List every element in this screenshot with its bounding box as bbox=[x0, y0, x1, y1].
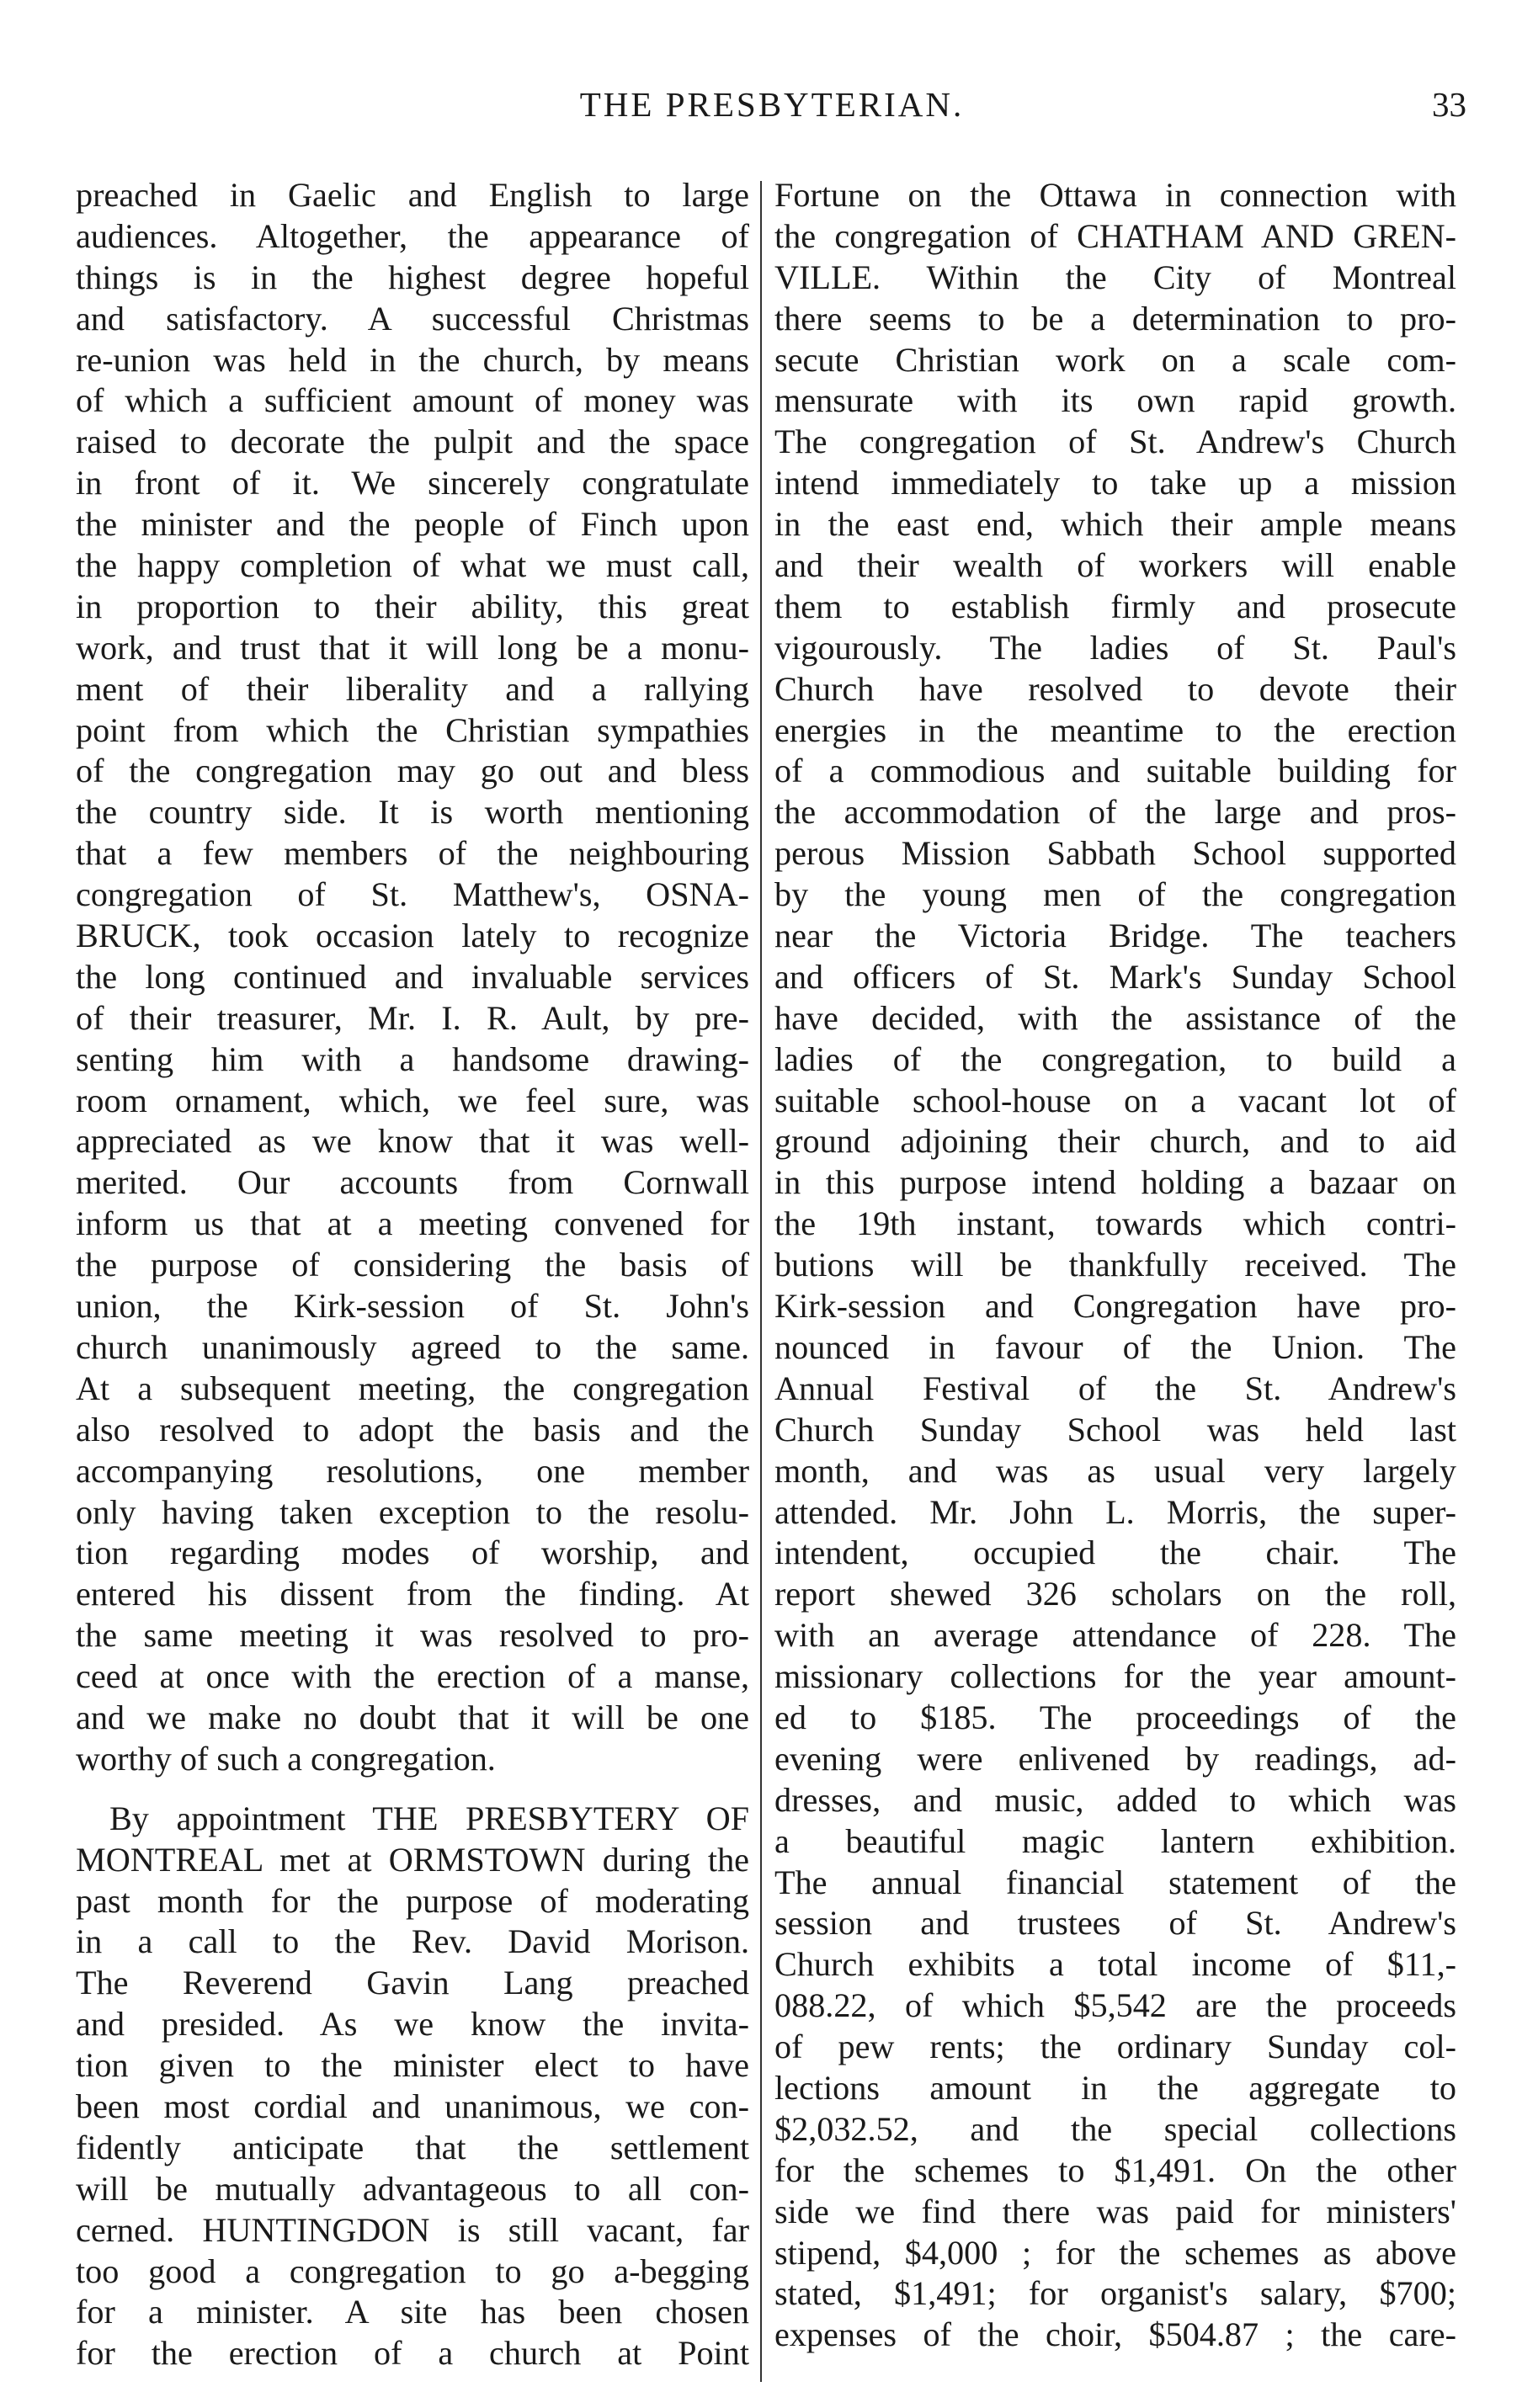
text-line: Fortune on the Ottawa in connection with bbox=[774, 176, 1456, 214]
text-line: lections amount in the aggregate to bbox=[774, 2068, 1456, 2107]
text-line: intend immediately to take up a mission bbox=[774, 464, 1456, 502]
text-line: side we find there was paid for ministers' bbox=[774, 2192, 1456, 2230]
text-line: By appointment THE PRESBYTERY OF bbox=[109, 1799, 749, 1837]
text-line: by the young men of the congregation bbox=[774, 875, 1456, 914]
text-line: report shewed 326 scholars on the roll, bbox=[774, 1575, 1456, 1613]
page-header bbox=[77, 84, 1466, 135]
text-line: missionary collections for the year amount- bbox=[774, 1657, 1456, 1696]
text-line: room ornament, which, we feel sure, was bbox=[76, 1081, 749, 1119]
text-line: At a subsequent meeting, the congregation bbox=[76, 1369, 749, 1407]
text-line: in a call to the Rev. David Morison. bbox=[76, 1922, 749, 1961]
text-line: the happy completion of what we must call, bbox=[76, 546, 749, 585]
text-line: for a minister. A site has been chosen bbox=[76, 2293, 749, 2331]
text-line: union, the Kirk-session of St. John's bbox=[76, 1287, 749, 1326]
text-line: secute Christian work on a scale com- bbox=[774, 340, 1456, 379]
text-line: energies in the meantime to the erection bbox=[774, 710, 1456, 749]
text-line: re-union was held in the church, by means bbox=[76, 340, 749, 379]
text-line: perous Mission Sabbath School supported bbox=[774, 834, 1456, 873]
text-line: merited. Our accounts from Cornwall bbox=[76, 1163, 749, 1202]
text-line: butions will be thankfully received. The bbox=[774, 1246, 1456, 1284]
text-line: MONTREAL met at ORMSTOWN during the bbox=[76, 1840, 749, 1879]
text-line: work, and trust that it will long be a monu- bbox=[76, 628, 749, 667]
text-line: 088.22, of which $5,542 are the proceeds bbox=[774, 1986, 1456, 2025]
text-line: Church Sunday School was held last bbox=[774, 1410, 1456, 1449]
text-line: point from which the Christian sympathies bbox=[76, 710, 749, 749]
text-line: for the erection of a church at Point bbox=[76, 2334, 749, 2373]
text-line: nounced in favour of the Union. The bbox=[774, 1327, 1456, 1366]
text-line: BRUCK, took occasion lately to recognize bbox=[76, 917, 749, 955]
text-line: a beautiful magic lantern exhibition. bbox=[774, 1821, 1456, 1860]
running-title: THE PRESBYTERIAN. bbox=[579, 85, 965, 124]
text-line: near the Victoria Bridge. The teachers bbox=[774, 917, 1456, 955]
text-line: and satisfactory. A successful Christmas bbox=[76, 299, 749, 338]
text-line: the 19th instant, towards which contri- bbox=[774, 1204, 1456, 1243]
text-line: them to establish firmly and prosecute bbox=[774, 587, 1456, 625]
text-line: the same meeting it was resolved to pro- bbox=[76, 1616, 749, 1655]
text-line: ladies of the congregation, to build a bbox=[774, 1039, 1456, 1078]
text-line: have decided, with the assistance of the bbox=[774, 998, 1456, 1037]
text-line: Church have resolved to devote their bbox=[774, 669, 1456, 708]
text-line: Church exhibits a total income of $11,- bbox=[774, 1945, 1456, 1984]
text-line: ceed at once with the erection of a manse, bbox=[76, 1657, 749, 1696]
text-line: congregation of St. Matthew's, OSNA- bbox=[76, 875, 749, 914]
text-line: vigourously. The ladies of St. Paul's bbox=[774, 628, 1456, 667]
text-line: worthy of such a congregation. bbox=[76, 1739, 496, 1778]
text-line: Annual Festival of the St. Andrew's bbox=[774, 1369, 1456, 1407]
text-line: senting him with a handsome drawing- bbox=[76, 1039, 749, 1078]
text-line: $2,032.52, and the special collections bbox=[774, 2109, 1456, 2148]
text-line: too good a congregation to go a-begging bbox=[76, 2251, 749, 2290]
text-line: preached in Gaelic and English to large bbox=[76, 176, 749, 214]
text-line: VILLE. Within the City of Montreal bbox=[774, 258, 1456, 296]
text-line: of the congregation may go out and bless bbox=[76, 752, 749, 790]
text-line: of a commodious and suitable building for bbox=[774, 752, 1456, 790]
text-line: of their treasurer, Mr. I. R. Ault, by pre- bbox=[76, 998, 749, 1037]
text-line: also resolved to adopt the basis and the bbox=[76, 1410, 749, 1449]
text-line: mensurate with its own rapid growth. bbox=[774, 381, 1456, 420]
text-line: the congregation of CHATHAM AND GREN- bbox=[774, 216, 1456, 255]
text-line: of which a sufficient amount of money was bbox=[76, 381, 749, 420]
right-column bbox=[774, 175, 1456, 2356]
text-line: raised to decorate the pulpit and the space bbox=[76, 423, 749, 461]
text-line: inform us that at a meeting convened for bbox=[76, 1204, 749, 1243]
text-line: The annual financial statement of the bbox=[774, 1863, 1456, 1901]
text-line: the minister and the people of Finch upon bbox=[76, 505, 749, 544]
text-line: tion regarding modes of worship, and bbox=[76, 1534, 749, 1572]
text-line: stipend, $4,000 ; for the schemes as above bbox=[774, 2233, 1456, 2272]
text-line: entered his dissent from the finding. At bbox=[76, 1575, 749, 1613]
left-column bbox=[76, 175, 749, 2374]
text-line: appreciated as we know that it was well- bbox=[76, 1122, 749, 1161]
text-line: evening were enlivened by readings, ad- bbox=[774, 1739, 1456, 1778]
text-line: will be mutually advantageous to all con- bbox=[76, 2169, 749, 2208]
text-line: The Reverend Gavin Lang preached bbox=[76, 1964, 749, 2002]
text-line: month, and was as usual very largely bbox=[774, 1451, 1456, 1490]
column-divider bbox=[760, 181, 762, 2382]
text-line: stated, $1,491; for organist's salary, $700; bbox=[774, 2274, 1456, 2313]
text-line: intendent, occupied the chair. The bbox=[774, 1534, 1456, 1572]
text-line: the purpose of considering the basis of bbox=[76, 1246, 749, 1284]
text-line: tion given to the minister elect to have bbox=[76, 2046, 749, 2085]
paragraph-presbytery-montreal bbox=[76, 1799, 749, 2374]
text-line: there seems to be a determination to pro- bbox=[774, 299, 1456, 338]
text-line: and presided. As we know the invita- bbox=[76, 2005, 749, 2044]
text-line: ment of their liberality and a rallying bbox=[76, 669, 749, 708]
text-line: and their wealth of workers will enable bbox=[774, 546, 1456, 585]
text-line: in front of it. We sincerely congratulate bbox=[76, 464, 749, 502]
text-line: attended. Mr. John L. Morris, the super- bbox=[774, 1492, 1456, 1531]
text-line: audiences. Altogether, the appearance of bbox=[76, 216, 749, 255]
text-line: cerned. HUNTINGDON is still vacant, far bbox=[76, 2210, 749, 2249]
text-line: the long continued and invaluable services bbox=[76, 957, 749, 996]
text-line: past month for the purpose of moderating bbox=[76, 1881, 749, 1920]
text-line: in this purpose intend holding a bazaar on bbox=[774, 1163, 1456, 1202]
text-line: fidently anticipate that the settlement bbox=[76, 2128, 749, 2166]
text-line: accompanying resolutions, one member bbox=[76, 1451, 749, 1490]
text-line: suitable school-house on a vacant lot of bbox=[774, 1081, 1456, 1119]
text-line: been most cordial and unanimous, we con- bbox=[76, 2086, 749, 2125]
text-line: only having taken exception to the resolu- bbox=[76, 1492, 749, 1531]
paragraph-finch-cornwall bbox=[76, 175, 749, 1780]
text-line: in the east end, which their ample means bbox=[774, 505, 1456, 544]
text-line: that a few members of the neighbouring bbox=[76, 834, 749, 873]
text-line: and we make no doubt that it will be one bbox=[76, 1698, 749, 1736]
text-line: in proportion to their ability, this great bbox=[76, 587, 749, 625]
page-number: 33 bbox=[1432, 85, 1466, 124]
text-line: with an average attendance of 228. The bbox=[774, 1616, 1456, 1655]
text-line: church unanimously agreed to the same. bbox=[76, 1327, 749, 1366]
text-line: ground adjoining their church, and to aid bbox=[774, 1122, 1456, 1161]
text-line: ed to $185. The proceedings of the bbox=[774, 1698, 1456, 1736]
text-line: things is in the highest degree hopeful bbox=[76, 258, 749, 296]
text-line: Kirk-session and Congregation have pro- bbox=[774, 1287, 1456, 1326]
text-line: and officers of St. Mark's Sunday School bbox=[774, 957, 1456, 996]
text-line: session and trustees of St. Andrew's bbox=[774, 1904, 1456, 1943]
text-line: for the schemes to $1,491. On the other bbox=[774, 2150, 1456, 2189]
text-line: of pew rents; the ordinary Sunday col- bbox=[774, 2028, 1456, 2066]
text-line: dresses, and music, added to which was bbox=[774, 1780, 1456, 1819]
text-line: The congregation of St. Andrew's Church bbox=[774, 423, 1456, 461]
text-line: the country side. It is worth mentioning bbox=[76, 793, 749, 832]
text-line: expenses of the choir, $504.87 ; the care- bbox=[774, 2315, 1456, 2354]
text-line: the accommodation of the large and pros- bbox=[774, 793, 1456, 832]
